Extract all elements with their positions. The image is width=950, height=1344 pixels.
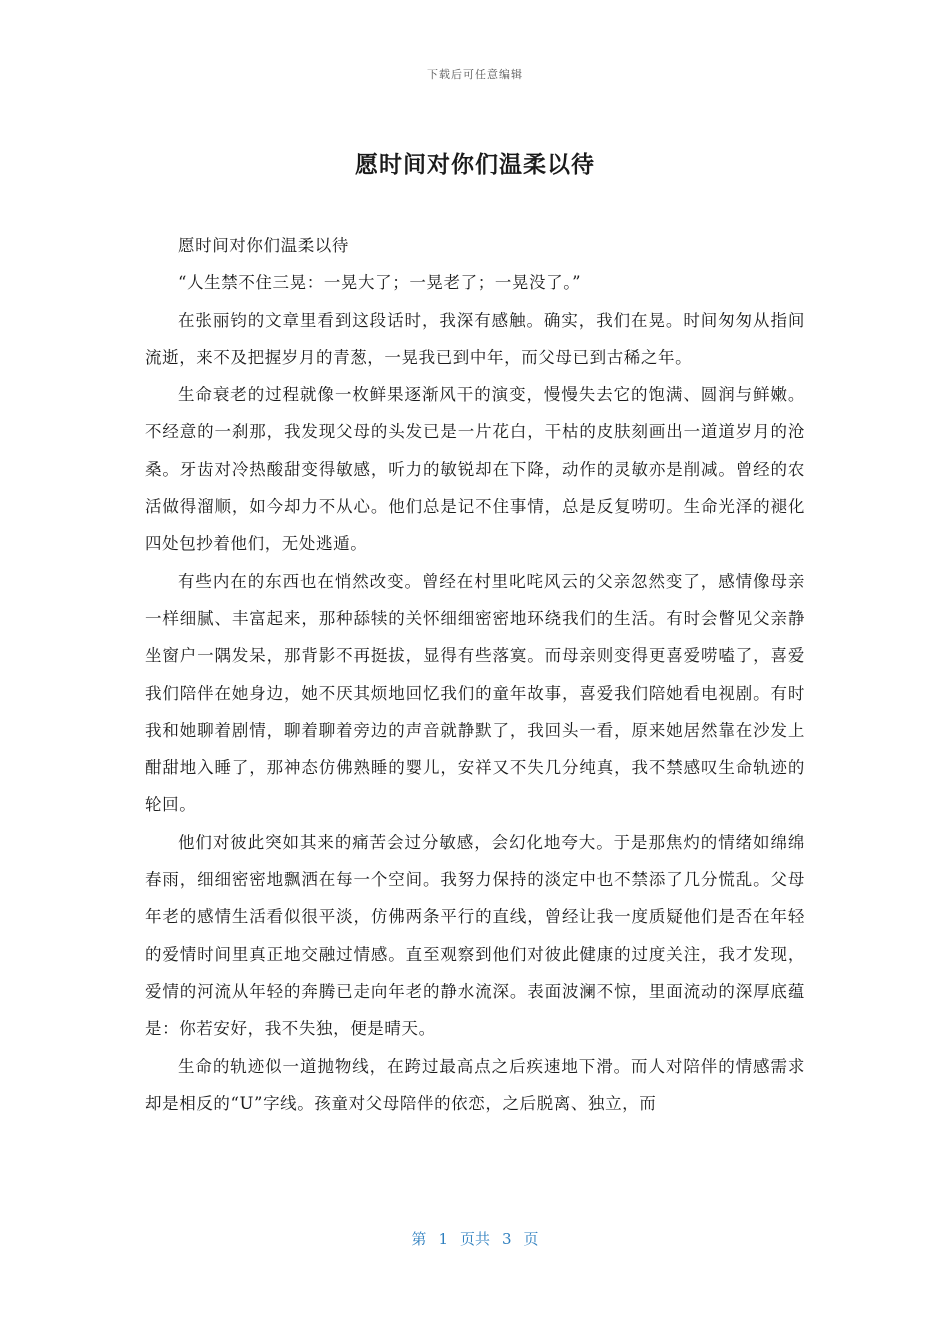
paragraph: 在张丽钧的文章里看到这段话时，我深有感触。确实，我们在晃。时间匆匆从指间流逝，来不及把握岁月的青葱，一晃我已到中年，而父母已到古稀之年。: [145, 310, 805, 367]
document-title: 愿时间对你们温柔以待: [355, 152, 595, 178]
footer-page-number: 1: [438, 1230, 448, 1248]
paragraph: 生命的轨迹似一道抛物线，在跨过最高点之后疾速地下滑。而人对陪伴的情感需求却是相反的“U”字线。孩童对父母陪伴的依恋，之后脱离、独立，而: [145, 1056, 805, 1113]
paragraph: 有些内在的东西也在悄然改变。曾经在村里叱咤风云的父亲忽然变了，感情像母亲一样细腻、丰富起来，那种舔犊的关怀细细密密地环绕我们的生活。有时会瞥见父亲静坐窗户一隅发呆，那背影不再挺拔，显得有些落寞。而母亲则变得更喜爱唠嗑了，喜爱我们陪伴在她身边，她不厌其烦地回忆我们的童年故事，喜爱我们陪她看电视剧。有时我和她聊着剧情，聊着聊着旁边的声音就静默了，我回头一看，原来她居然靠在沙发上酣甜地入睡了，那神态仿佛熟睡的婴儿，安祥又不失几分纯真，我不禁感叹生命轨迹的轮回。: [145, 571, 805, 815]
footer-prefix: 第: [411, 1230, 427, 1248]
document-body: [145, 227, 805, 1122]
paragraph-quote: “人生禁不住三晃：一晃大了；一晃老了；一晃没了。”: [178, 273, 582, 293]
footer-suffix: 页: [523, 1230, 539, 1248]
footer-middle: 页共: [459, 1230, 490, 1248]
paragraph: 生命衰老的过程就像一枚鲜果逐渐风干的演变，慢慢失去它的饱满、圆润与鲜嫩。不经意的一刹那，我发现父母的头发已是一片花白，干枯的皮肤刻画出一道道岁月的沧桑。牙齿对冷热酸甜变得敏感，听力的敏锐却在下降，动作的灵敏亦是削减。曾经的农活做得溜顺，如今却力不从心。他们总是记不住事情，总是反复唠叨。生命光泽的褪化四处包抄着他们，无处逃遁。: [145, 385, 805, 554]
footer-total-pages: 3: [502, 1230, 512, 1248]
paragraph: 他们对彼此突如其来的痛苦会过分敏感，会幻化地夸大。于是那焦灼的情绪如绵绵春雨，细细密密地飘洒在每一个空间。我努力保持的淡定中也不禁添了几分慌乱。父母年老的感情生活看似很平淡，仿佛两条平行的直线，曾经让我一度质疑他们是否在年轻的爱情时间里真正地交融过情感。直至观察到他们对彼此健康的过度关注，我才发现，爱情的河流从年轻的奔腾已走向年老的静水流深。表面波澜不惊，里面流动的深厚底蕴是：你若安好，我不失独，便是晴天。: [145, 832, 805, 1039]
page-footer: [0, 1228, 950, 1249]
paragraph-subtitle: 愿时间对你们温柔以待: [178, 236, 349, 255]
header-note: 下载后可任意编辑: [427, 68, 523, 81]
